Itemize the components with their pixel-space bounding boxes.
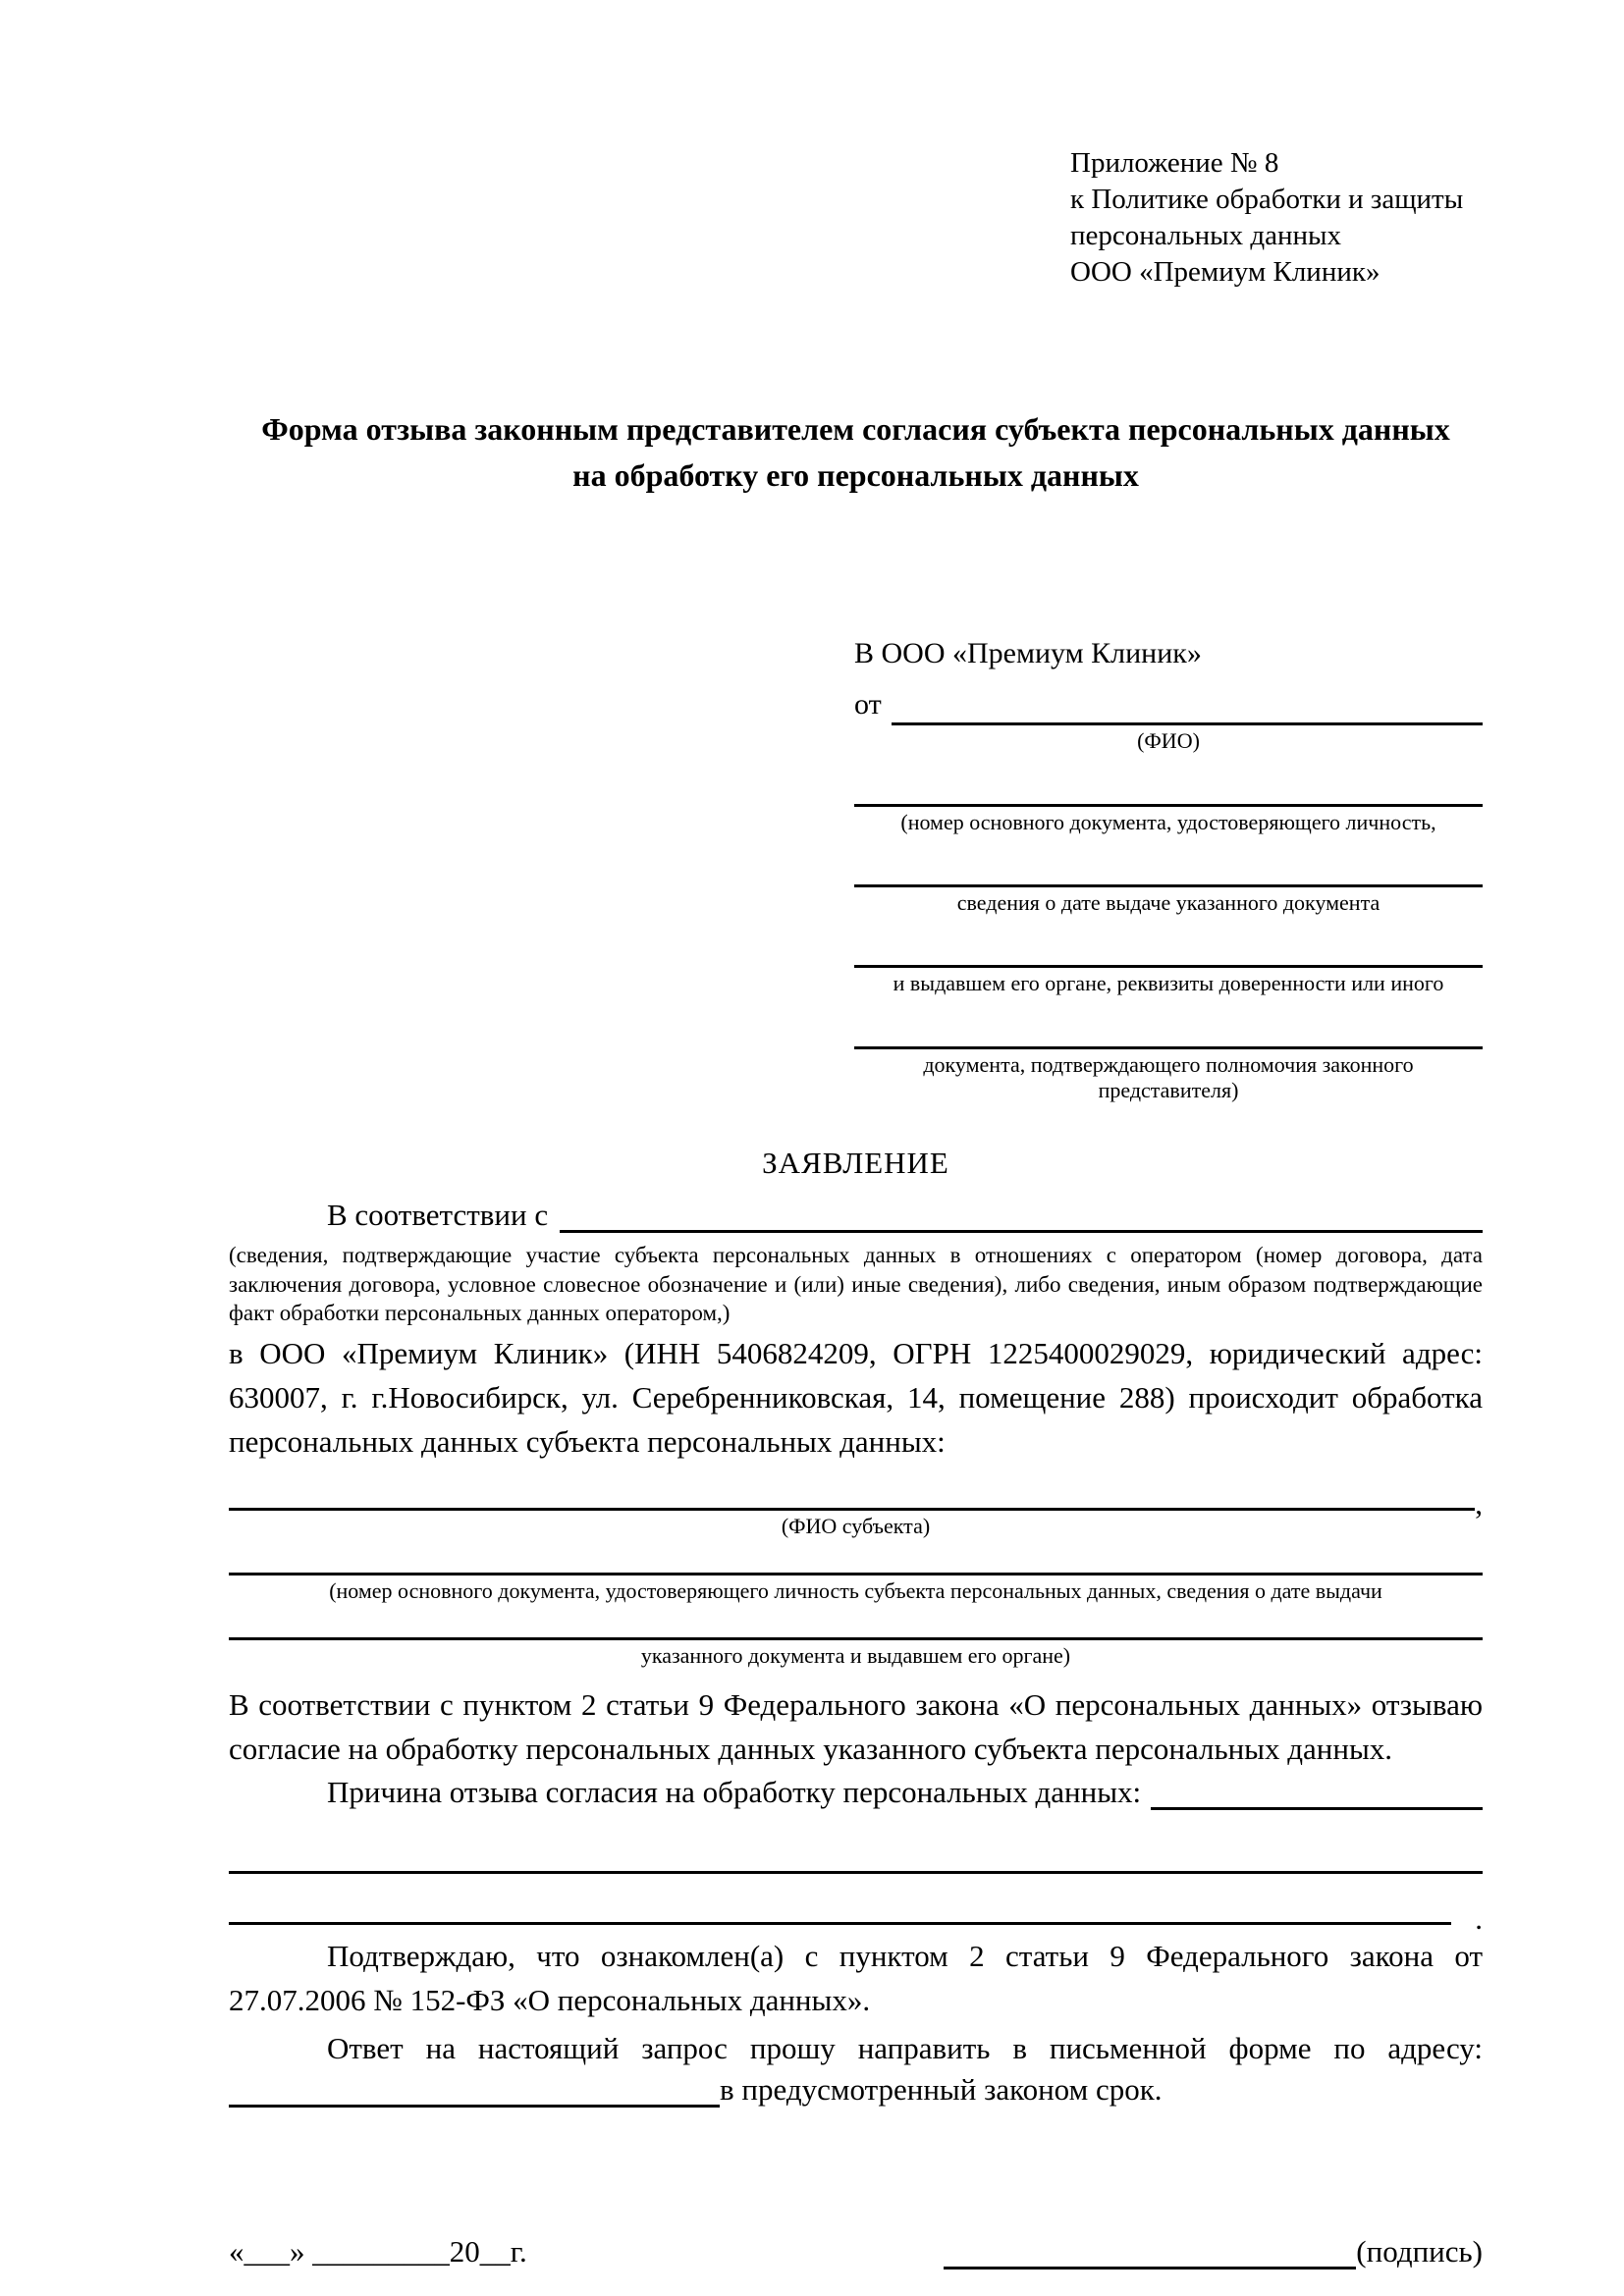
issuing-authority-field xyxy=(854,965,1483,996)
reason-field[interactable] xyxy=(1151,1774,1483,1810)
subject-doc-line-1[interactable] xyxy=(229,1573,1483,1575)
reply-prefix: Ответ на настоящий запрос прошу направить в письменной форме по адресу: xyxy=(327,2030,1483,2065)
footer-row xyxy=(229,2233,1483,2269)
issuing-authority-caption: и выдавшем его органе, реквизиты доверенности или иного xyxy=(893,971,1444,996)
annex-note xyxy=(1070,145,1483,291)
subject-doc-caption-1: (номер основного документа, удостоверяющего личность субъекта персональных данных, сведения о дате выдачи xyxy=(329,1577,1382,1603)
reason-continuation-field-2 xyxy=(229,1900,1483,1936)
annex-note-line: Приложение № 8 xyxy=(1070,147,1279,179)
operator-paragraph: в ООО «Премиум Клиник» (ИНН 5406824209, ОГРН 1225400029029, юридический адрес: 630007, г. г.Новосибирск, ул. Серебренниковская, 14, помещение 288) происходит обработка персональных данных субъекта персональных данных: xyxy=(229,1336,1483,1460)
reason-continuation-line-2[interactable] xyxy=(229,1922,1451,1925)
intro-prefix: В соответствии с xyxy=(327,1197,549,1232)
signature-field[interactable] xyxy=(944,2233,1356,2269)
confirmation-paragraph: Подтверждаю, что ознакомлен(а) с пунктом 2 статьи 9 Федерального закона от 27.07.2006 № 152-ФЗ «О персональных данных». xyxy=(229,1939,1483,2017)
doc-issue-date-caption: сведения о дате выдаче указанного документа xyxy=(956,890,1380,915)
subject-doc-caption-2: указанного документа и выдавшем его органе) xyxy=(640,1643,1071,1669)
representative-name-field[interactable] xyxy=(892,690,1483,725)
authority-doc-field xyxy=(854,1046,1483,1104)
annex-note-line: персональных данных xyxy=(1070,220,1342,252)
subject-fio-line[interactable] xyxy=(229,1508,1475,1511)
from-label: от xyxy=(854,688,882,721)
reply-address-row xyxy=(229,2071,1483,2108)
subject-doc-field-2 xyxy=(229,1637,1483,1669)
reason-label: Причина отзыва согласия на обработку персональных данных: xyxy=(327,1774,1142,1809)
doc-issue-date-field xyxy=(854,884,1483,916)
reply-suffix: в предусмотренный законом срок. xyxy=(720,2071,1163,2107)
intro-caption: (сведения, подтверждающие участие субъекта персональных данных в отношениях с оператором (номер договора, дата заключения договора, условное словесное обозначение и (или) иные сведения), либо сведения, иным образом подтверждающие факт обработки персональных данных оператором,) xyxy=(229,1242,1483,1326)
date-line[interactable]: «___» _________20__г. xyxy=(229,2234,527,2269)
signature-caption: (подпись) xyxy=(1356,2234,1483,2269)
annex-note-line: к Политике обработки и защиты xyxy=(1070,184,1464,216)
representative-doc-caption: (номер основного документа, удостоверяющего личность, xyxy=(900,809,1436,834)
reason-line xyxy=(229,1774,1483,1810)
subject-fio-field xyxy=(229,1486,1483,1539)
subject-fio-trailing: , xyxy=(1475,1486,1483,1522)
signature-group xyxy=(944,2233,1483,2269)
annex-note-line: ООО «Премиум Клиник» xyxy=(1070,256,1380,289)
authority-doc-line[interactable] xyxy=(854,1046,1483,1049)
subject-doc-line-2[interactable] xyxy=(229,1637,1483,1640)
reason-continuation-line-1[interactable] xyxy=(229,1871,1483,1874)
fio-caption: (ФИО) xyxy=(1137,728,1200,754)
subject-fio-caption: (ФИО субъекта) xyxy=(781,1513,931,1538)
intro-line xyxy=(229,1197,1483,1233)
doc-issue-date-line[interactable] xyxy=(854,884,1483,887)
representative-doc-line[interactable] xyxy=(854,804,1483,807)
withdrawal-paragraph: В соответствии с пунктом 2 статьи 9 Федерального закона «О персональных данных» отзываю согласие на обработку персональных данных указанного субъекта персональных данных. xyxy=(229,1686,1483,1766)
document-title: Форма отзыва законным представителем согласия субъекта персональных данных на обработку его персональных данных xyxy=(261,411,1450,493)
representative-doc-field xyxy=(854,804,1483,835)
subject-doc-field-1 xyxy=(229,1573,1483,1604)
authority-doc-caption: документа, подтверждающего полномочия законного представителя) xyxy=(923,1051,1414,1103)
reason-continuation-trailing: . xyxy=(1475,1900,1483,1936)
addressee-block xyxy=(854,633,1483,1103)
basis-field[interactable] xyxy=(560,1197,1483,1233)
reply-address-field[interactable] xyxy=(229,2071,720,2108)
reason-continuation-field-1 xyxy=(229,1871,1483,1874)
statement-heading: ЗАЯВЛЕНИЕ xyxy=(762,1145,949,1180)
addressee-to: В ООО «Премиум Клиник» xyxy=(854,637,1202,670)
issuing-authority-line[interactable] xyxy=(854,965,1483,968)
